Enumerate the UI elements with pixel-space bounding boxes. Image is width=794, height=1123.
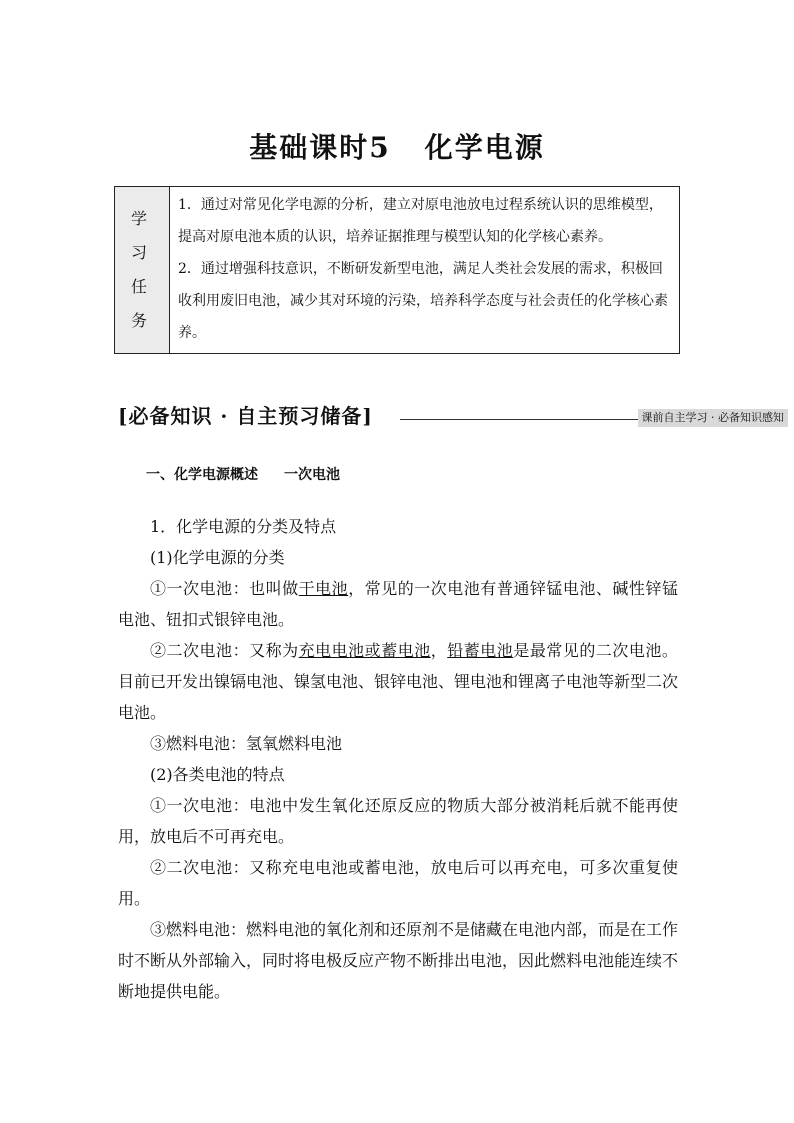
heading-primary-battery: [118, 460, 678, 491]
paragraph-3: [118, 573, 678, 635]
heading-part-a: 一、化学电源概述: [146, 467, 258, 483]
paragraph-7: ①一次电池：电池中发生氧化还原反应的物质大部分被消耗后就不能再使用，放电后不可再充电。: [118, 796, 678, 846]
p3-underlined: 干电池: [298, 579, 349, 598]
task-item-1: 1．通过对常见化学电源的分析，建立对原电池放电过程系统认识的思维模型，提高对原电池本质的认识，培养证据推理与模型认知的化学核心素养。: [178, 197, 663, 245]
p3-text-a: ①一次电池：也叫做: [150, 579, 299, 598]
paragraph-9: ③燃料电池：燃料电池的氧化剂和还原剂不是储藏在电池内部，而是在工作时不断从外部输入，同时将电极反应产物不断排出电池，因此燃料电池能连续不断地提供电能。: [118, 920, 679, 1001]
p4-text-a: ②二次电池：又称为: [150, 641, 299, 660]
paragraph-8: ②二次电池：又称充电电池或蓄电池，放电后可以再充电，可多次重复使用。: [118, 858, 678, 908]
tasks-label-cell: [115, 187, 170, 354]
tasks-label-line1: 学 习: [130, 209, 153, 262]
title-part1: 基础课时5: [249, 131, 391, 164]
p3-text-b: ，常见的一次电池有普通锌锰电池、碱性锌锰电池、钮扣式银锌电池。: [118, 579, 678, 629]
main-content: [118, 460, 678, 1007]
paragraph-5: ③燃料电池：氢氧燃料电池: [150, 734, 343, 753]
tasks-label-line2: 任 务: [130, 277, 153, 330]
section-title: [必备知识 · 自主预习储备]: [118, 404, 373, 428]
title-part2: 化学电源: [424, 131, 545, 164]
paragraph-1: 1．化学电源的分类及特点: [150, 517, 337, 536]
task-item-2: 2．通过增强科技意识，不断研发新型电池，满足人类社会发展的需求，积极回收利用废旧电池，减少其对环境的污染，培养科学态度与社会责任的化学核心素养。: [178, 261, 668, 341]
p4-underlined-2: 铅蓄电池: [447, 641, 514, 660]
paragraph-6: (2)各类电池的特点: [150, 765, 285, 784]
p4-underlined-1: 充电电池或蓄电池: [298, 641, 431, 660]
page-title: [0, 126, 794, 166]
p4-text-b: ，: [430, 641, 448, 660]
section-header: [118, 398, 788, 432]
section-tag: 课前自主学习 · 必备知识感知: [638, 409, 789, 427]
paragraph-2: (1)化学电源的分类: [150, 548, 285, 567]
tasks-content-cell: [170, 187, 680, 354]
p4-text-c: 是最常见的二次电池。目前已开发出镍镉电池、镍氢电池、银锌电池、锂电池和锂离子电池等新型二次电池。: [118, 641, 679, 722]
paragraph-4: [118, 635, 678, 728]
learning-tasks-table: [114, 186, 680, 354]
heading-part-b: 一次电池: [284, 467, 340, 483]
